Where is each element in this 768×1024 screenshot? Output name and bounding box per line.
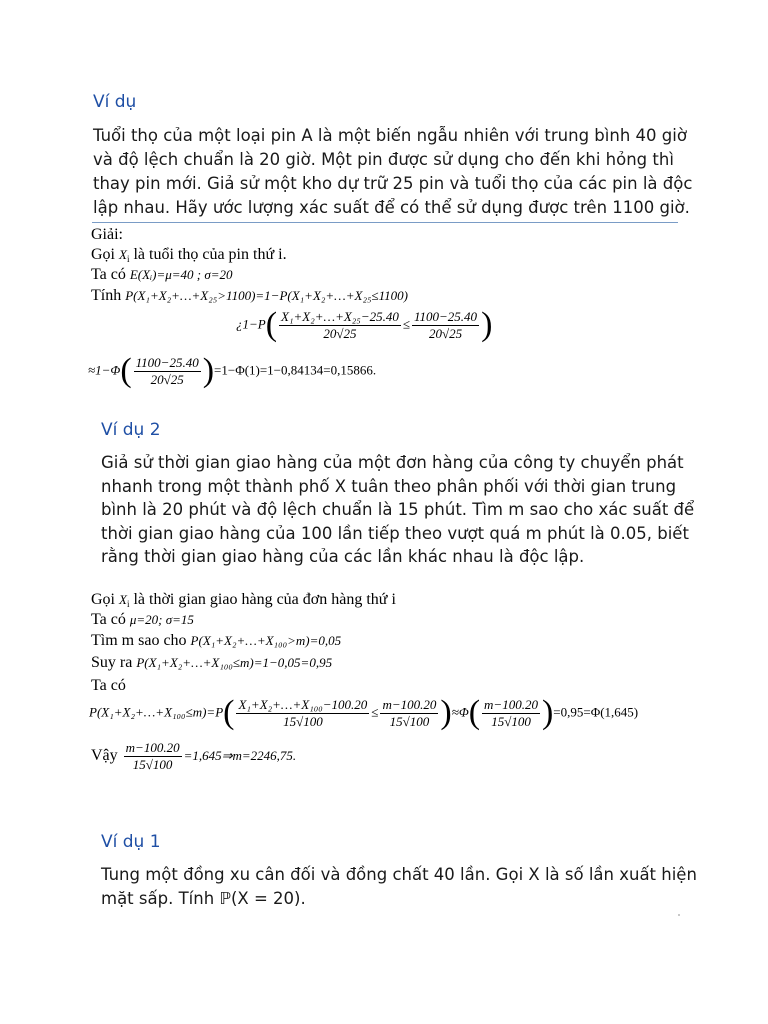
solution-line bbox=[91, 246, 287, 264]
paren: ( bbox=[468, 694, 481, 731]
line-prefix: Suy ra bbox=[91, 654, 133, 671]
problem-line: Tuổi thọ của một loại pin A là một biến ngẫu nhiên với trung bình 40 giờ bbox=[93, 126, 687, 145]
paren: ( bbox=[120, 352, 132, 389]
formula-lead: ≈1−Φ bbox=[88, 362, 121, 378]
denominator: 15√100 bbox=[132, 757, 173, 772]
solution-heading: Giải: bbox=[91, 226, 123, 243]
numerator: m−100.20 bbox=[382, 696, 437, 712]
paren: ( bbox=[265, 306, 278, 343]
denominator: 15√100 bbox=[491, 713, 531, 729]
paren: ) bbox=[202, 352, 215, 389]
problem-line: rằng thời gian giao hàng của các lần khác nhau là độc lập. bbox=[101, 547, 585, 566]
solution-line bbox=[91, 654, 332, 672]
problem-line: bình là 20 phút và độ lệch chuẩn là 15 phút. Tìm m sao cho xác suất để bbox=[101, 500, 695, 519]
solution-formula bbox=[236, 306, 492, 344]
line-prefix: Tìm m sao cho bbox=[91, 632, 187, 649]
problem-line: Tung một đồng xu cân đối và đồng chất 40 lần. Gọi X là số lần xuất hiện bbox=[101, 865, 697, 884]
line-prefix: Ta có bbox=[91, 266, 126, 283]
formula-tail: =1,645⇒m=2246,75. bbox=[183, 748, 297, 764]
formula-tail: =0,95=Φ(1,645) bbox=[553, 704, 639, 720]
line-prefix: Vậy bbox=[91, 747, 118, 765]
paren: ( bbox=[223, 694, 235, 731]
fraction bbox=[380, 697, 438, 730]
denominator: 20√25 bbox=[428, 325, 463, 341]
line-suffix: là tuổi thọ của pin thứ i. bbox=[133, 246, 287, 263]
formula: P(X₁+X₂+…+X₂₅>1100)=1−P(X₁+X₂+…+X₂₅≤1100) bbox=[125, 288, 408, 303]
solution-formula bbox=[91, 740, 296, 773]
variable-xi: $X_i$ bbox=[119, 592, 130, 609]
example-1-problem bbox=[93, 124, 692, 220]
solution-line bbox=[91, 611, 194, 629]
denominator: 20√25 bbox=[323, 325, 357, 341]
example-2-title: Ví dụ 2 bbox=[101, 420, 161, 440]
problem-line: lập nhau. Hãy ước lượng xác suất để có thể sử dụng được trên 1100 giờ. bbox=[93, 198, 690, 217]
numerator: X₁+X₂+…+X₂₅−25.40 bbox=[281, 308, 399, 324]
paren: ) bbox=[541, 694, 554, 731]
fraction bbox=[124, 740, 182, 773]
formula-lead: P(X₁+X₂+…+X₁₀₀≤m)=P bbox=[89, 704, 224, 720]
formula: E(Xᵢ)=μ=40 ; σ=20 bbox=[129, 267, 233, 282]
solution-line bbox=[91, 287, 408, 305]
line-prefix: Ta có bbox=[91, 611, 126, 628]
formula: P(X₁+X₂+…+X₁₀₀≤m)=1−0,05=0,95 bbox=[136, 655, 333, 670]
problem-line: thời gian giao hàng của 100 lần tiếp theo vượt quá m phút là 0.05, biết bbox=[101, 523, 689, 543]
solution-line bbox=[91, 632, 341, 650]
denominator: 20√25 bbox=[150, 371, 184, 387]
line-prefix: Gọi bbox=[91, 246, 115, 263]
example-1-title: Ví dụ bbox=[93, 92, 137, 112]
problem-line: thay pin mới. Giả sử một kho dự trữ 25 pin và tuổi thọ của các pin là độc bbox=[93, 174, 693, 193]
example-2-problem bbox=[101, 451, 694, 569]
problem-line: mặt sấp. Tính ℙ(X = 20). bbox=[101, 889, 306, 908]
formula-tail: =1−Φ(1)=1−0,84134=0,15866. bbox=[214, 362, 377, 378]
example-3-problem bbox=[101, 863, 697, 911]
formula: P(X₁+X₂+…+X₁₀₀>m)=0,05 bbox=[190, 633, 342, 648]
solution-line: Ta có bbox=[91, 677, 126, 694]
line-prefix: Gọi bbox=[91, 591, 115, 608]
decorative-dot bbox=[678, 914, 680, 916]
problem-line: Giả sử thời gian giao hàng của một đơn hàng của công ty chuyển phát bbox=[101, 453, 684, 472]
numerator: m−100.20 bbox=[125, 740, 180, 755]
denominator: 15√100 bbox=[283, 713, 323, 729]
numerator: X₁+X₂+…+X₁₀₀−100.20 bbox=[238, 696, 368, 712]
variable-xi: $X_i$ bbox=[119, 247, 130, 264]
paren: ) bbox=[440, 694, 452, 731]
paren: ) bbox=[481, 306, 493, 343]
problem-line: nhanh trong một thành phố X tuân theo phân phối với thời gian trung bbox=[101, 476, 677, 496]
denominator: 15√100 bbox=[389, 713, 430, 729]
problem-line: và độ lệch chuẩn là 20 giờ. Một pin được sử dụng cho đến khi hỏng thì bbox=[93, 150, 674, 169]
numerator: 1100−25.40 bbox=[414, 308, 478, 324]
fraction bbox=[236, 697, 369, 730]
leq-sign: ≤ bbox=[371, 704, 379, 720]
leq-sign: ≤ bbox=[402, 316, 410, 332]
fraction bbox=[482, 697, 540, 730]
formula-lead: ¿1−P bbox=[236, 316, 266, 332]
example-3-title: Ví dụ 1 bbox=[101, 832, 161, 852]
solution-formula bbox=[88, 352, 376, 390]
line-suffix: là thời gian giao hàng của đơn hàng thứ i bbox=[133, 591, 396, 608]
fraction bbox=[412, 309, 479, 342]
line-prefix: Tính bbox=[91, 287, 122, 304]
formula: μ=20; σ=15 bbox=[129, 612, 194, 627]
solution-formula bbox=[89, 694, 638, 732]
solution-line bbox=[91, 591, 396, 609]
fraction bbox=[279, 309, 401, 342]
solution-line bbox=[91, 266, 233, 284]
fraction bbox=[134, 355, 201, 388]
numerator: m−100.20 bbox=[484, 696, 538, 712]
divider bbox=[92, 222, 678, 223]
approx-phi: ≈Φ bbox=[451, 704, 469, 720]
numerator: 1100−25.40 bbox=[135, 354, 199, 370]
